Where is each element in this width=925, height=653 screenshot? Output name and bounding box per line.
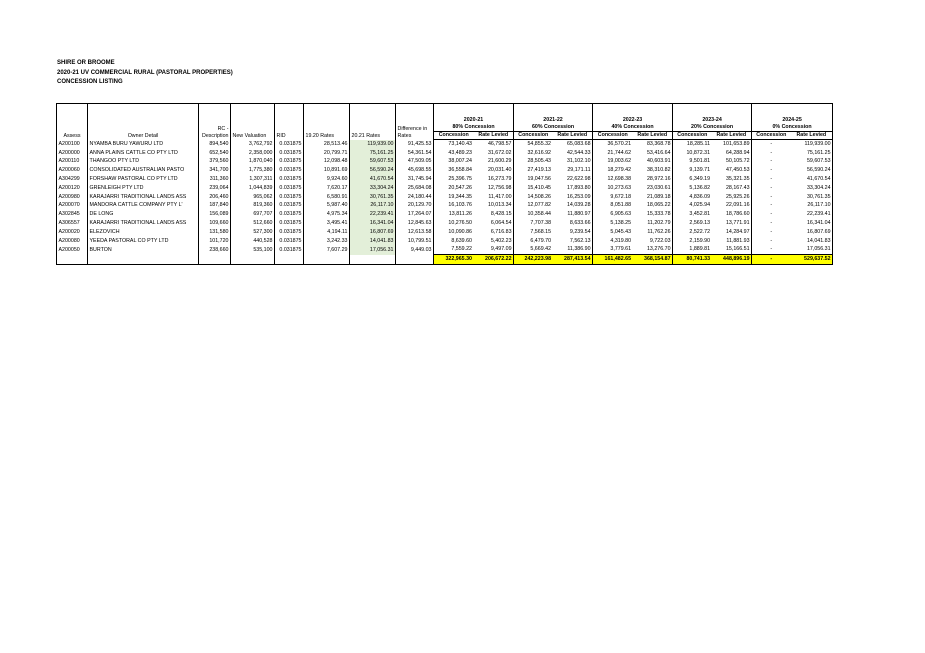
cell-difference: 31,745.94 xyxy=(396,175,434,184)
cell-rate-levied: 25,925.26 xyxy=(712,193,752,202)
cell-rate-levied: 14,039.28 xyxy=(553,202,593,211)
cell-concession: 7,568.15 xyxy=(530,228,552,235)
cell-concession: 20,547.26 xyxy=(448,184,472,191)
cell-concession: 73,140.43 xyxy=(448,140,472,147)
cell-owner: DE LONG xyxy=(88,210,199,219)
cell-rate-levied: 16,253.09 xyxy=(553,193,593,202)
cell-concession: 9,672.18 xyxy=(610,193,632,200)
cell-rate-levied: 35,321.35 xyxy=(712,175,752,184)
cell-rates-1920: 7,607.29 xyxy=(304,246,350,255)
cell-rid: 0.031875 xyxy=(275,175,304,184)
cell-owner: KARAJARRI TRADITIONAL LANDS ASS xyxy=(88,219,199,228)
cell-concession: 18,285.11 xyxy=(686,140,711,147)
cell-concession: 9,501.81 xyxy=(689,158,711,165)
col-owner: Owner Detail xyxy=(88,104,199,140)
sub-concession: Concession xyxy=(673,132,712,140)
cell-concession: 10,276.50 xyxy=(448,220,472,227)
cell-concession: - xyxy=(770,220,773,227)
cell-concession: 6,479.70 xyxy=(530,237,552,244)
cell-difference: 24,180.44 xyxy=(396,193,434,202)
cell-rate-levied: 13,771.91 xyxy=(712,219,752,228)
cell-rate-levied: 53,416.64 xyxy=(633,149,673,158)
cell-rate-levied: 17,056.31 xyxy=(791,246,833,255)
totals-spacer xyxy=(350,255,396,265)
cell-rate-levied: 56,590.24 xyxy=(791,166,833,175)
cell-concession: 2,159.90 xyxy=(689,237,711,244)
cell-concession: 36,570.21 xyxy=(607,140,632,147)
cell-concession: 7,559.22 xyxy=(451,246,472,253)
cell-rate-levied: 29,171.11 xyxy=(553,166,593,175)
sub-concession: Concession xyxy=(752,132,791,140)
total-concession: - xyxy=(752,255,791,265)
cell-valuation: 527,300 xyxy=(231,228,275,237)
cell-rate-levied: 8,428.15 xyxy=(474,210,514,219)
cell-difference: 10,799.51 xyxy=(396,237,434,246)
cell-rates-2021: 30,761.35 xyxy=(350,193,396,202)
cell-assess: A302845 xyxy=(57,210,88,219)
cell-concession: 7,707.38 xyxy=(530,220,552,227)
cell-difference: 12,845.63 xyxy=(396,219,434,228)
cell-concession: 5,138.25 xyxy=(610,220,632,227)
cell-rate-levied: 41,670.54 xyxy=(791,175,833,184)
cell-rate-levied: 22,091.16 xyxy=(712,202,752,211)
cell-rates-1920: 6,580.91 xyxy=(304,193,350,202)
cell-rate-levied: 16,273.79 xyxy=(474,175,514,184)
total-concession: 242,223.98 xyxy=(514,255,553,265)
cell-rc: 239,064 xyxy=(199,184,231,193)
cell-assess: A200020 xyxy=(57,228,88,237)
sub-rate-levied: Rate Levied xyxy=(474,132,514,140)
cell-rate-levied: 75,161.25 xyxy=(791,149,833,158)
cell-valuation: 535,100 xyxy=(231,246,275,255)
cell-difference: 45,698.55 xyxy=(396,166,434,175)
cell-rid: 0.031875 xyxy=(275,158,304,167)
cell-rid: 0.031875 xyxy=(275,228,304,237)
cell-rid: 0.031875 xyxy=(275,210,304,219)
cell-rate-levied: 21,089.18 xyxy=(633,193,673,202)
cell-concession: 3,452.81 xyxy=(689,211,711,218)
cell-rc: 206,460 xyxy=(199,193,231,202)
cell-rate-levied: 9,722.03 xyxy=(633,237,673,246)
cell-rate-levied: 31,102.10 xyxy=(553,158,593,167)
total-concession: 161,482.65 xyxy=(593,255,633,265)
cell-concession: - xyxy=(770,193,773,200)
cell-rid: 0.031875 xyxy=(275,184,304,193)
cell-rate-levied: 21,600.29 xyxy=(474,158,514,167)
cell-rate-levied: 28,167.43 xyxy=(712,184,752,193)
cell-rates-2021: 14,041.83 xyxy=(350,237,396,246)
cell-concession: 4,319.80 xyxy=(610,237,632,244)
cell-rate-levied: 6,064.54 xyxy=(474,219,514,228)
cell-valuation: 965,062 xyxy=(231,193,275,202)
cell-rate-levied: 26,117.10 xyxy=(791,202,833,211)
group-2022-23: 2022-23 40% Concession xyxy=(593,104,673,132)
cell-rate-levied: 46,798.57 xyxy=(474,140,514,149)
total-rate-levied: 529,637.52 xyxy=(791,255,833,265)
report-subtitle: CONCESSION LISTING xyxy=(57,79,123,85)
cell-rate-levied: 65,083.68 xyxy=(553,140,593,149)
cell-rate-levied: 33,304.24 xyxy=(791,184,833,193)
table-row xyxy=(57,237,833,246)
table-body xyxy=(57,140,833,265)
cell-rates-1920: 10,891.69 xyxy=(304,166,350,175)
table-row xyxy=(57,158,833,167)
cell-rc: 341,700 xyxy=(199,166,231,175)
cell-concession: 43,489.23 xyxy=(448,149,472,156)
cell-rates-2021: 16,807.69 xyxy=(350,228,396,237)
cell-rate-levied: 23,030.61 xyxy=(633,184,673,193)
cell-owner: CONSOLIDATED AUSTRALIAN PASTO xyxy=(88,166,199,175)
cell-rates-2021: 41,670.54 xyxy=(350,175,396,184)
cell-rate-levied: 18,786.60 xyxy=(712,210,752,219)
cell-concession: - xyxy=(770,158,773,165)
cell-rate-levied: 31,672.02 xyxy=(474,149,514,158)
table-row xyxy=(57,202,833,211)
totals-spacer xyxy=(88,255,199,265)
cell-assess: A200980 xyxy=(57,193,88,202)
cell-concession: 12,077.82 xyxy=(527,202,552,209)
cell-rate-levied: 9,239.54 xyxy=(553,228,593,237)
cell-concession: 28,505.43 xyxy=(527,158,552,165)
total-rate-levied: 206,672.22 xyxy=(474,255,514,265)
cell-concession: 8,639.60 xyxy=(451,237,472,244)
group-2023-24: 2023-24 20% Concession xyxy=(673,104,752,132)
table-row xyxy=(57,210,833,219)
cell-difference: 47,509.05 xyxy=(396,158,434,167)
sub-rate-levied: Rate Levied xyxy=(633,132,673,140)
cell-rate-levied: 15,333.78 xyxy=(633,210,673,219)
cell-concession: 1,889.81 xyxy=(689,246,711,253)
cell-rate-levied: 40,603.91 xyxy=(633,158,673,167)
cell-rate-levied: 14,041.83 xyxy=(791,237,833,246)
cell-valuation: 3,762,792 xyxy=(231,140,275,149)
cell-rid: 0.031875 xyxy=(275,193,304,202)
col-rc: RC - Description xyxy=(199,104,231,140)
cell-owner: NYAMBA BURU YAWURU LTD xyxy=(88,140,199,149)
cell-concession: 10,273.63 xyxy=(607,184,632,191)
sub-concession: Concession xyxy=(434,132,474,140)
cell-rate-levied: 11,202.79 xyxy=(633,219,673,228)
cell-rate-levied: 14,284.97 xyxy=(712,228,752,237)
cell-rate-levied: 5,402.23 xyxy=(474,237,514,246)
cell-difference: 20,129.70 xyxy=(396,202,434,211)
sub-concession: Concession xyxy=(593,132,633,140)
cell-valuation: 1,307,311 xyxy=(231,175,275,184)
cell-rate-levied: 16,341.04 xyxy=(791,219,833,228)
cell-concession: 9,139.71 xyxy=(689,167,711,174)
totals-spacer xyxy=(231,255,275,265)
cell-concession: 15,410.45 xyxy=(527,184,552,191)
cell-rate-levied: 47,450.53 xyxy=(712,166,752,175)
cell-concession: - xyxy=(770,228,773,235)
table-row xyxy=(57,149,833,158)
cell-difference: 54,361.54 xyxy=(396,149,434,158)
cell-rates-2021: 75,161.25 xyxy=(350,149,396,158)
cell-assess: A200050 xyxy=(57,246,88,255)
cell-rate-levied: 119,939.00 xyxy=(791,140,833,149)
cell-valuation: 1,044,839 xyxy=(231,184,275,193)
cell-assess: A200100 xyxy=(57,140,88,149)
cell-concession: - xyxy=(770,149,773,156)
group-2020-21: 2020-21 80% Concession xyxy=(434,104,514,132)
cell-rates-2021: 16,341.04 xyxy=(350,219,396,228)
cell-rc: 238,660 xyxy=(199,246,231,255)
col-assess: Assess xyxy=(57,104,88,140)
table-row xyxy=(57,140,833,149)
cell-rc: 311,360 xyxy=(199,175,231,184)
cell-rate-levied: 64,288.94 xyxy=(712,149,752,158)
cell-concession: 38,007.24 xyxy=(448,158,472,165)
cell-concession: - xyxy=(770,211,773,218)
cell-rate-levied: 101,653.89 xyxy=(712,140,752,149)
cell-concession: 8,051.88 xyxy=(610,202,632,209)
report-title: 2020-21 UV COMMERCIAL RURAL (PASTORAL PROPERTIES) xyxy=(57,69,233,76)
cell-assess: A304299 xyxy=(57,175,88,184)
cell-rate-levied: 30,761.35 xyxy=(791,193,833,202)
cell-rc: 652,540 xyxy=(199,149,231,158)
cell-rate-levied: 11,762.26 xyxy=(633,228,673,237)
cell-concession: - xyxy=(770,176,773,183)
cell-concession: - xyxy=(770,246,773,253)
cell-concession: 19,003.62 xyxy=(607,158,632,165)
totals-spacer xyxy=(199,255,231,265)
cell-concession: - xyxy=(770,167,773,174)
cell-concession: 36,558.84 xyxy=(448,167,472,174)
cell-rate-levied: 7,562.13 xyxy=(553,237,593,246)
cell-concession: 27,419.13 xyxy=(527,167,552,174)
cell-owner: GRENLEIGH PTY LTD xyxy=(88,184,199,193)
cell-rates-1920: 7,620.17 xyxy=(304,184,350,193)
sub-rate-levied: Rate Levied xyxy=(553,132,593,140)
total-concession: 322,965.30 xyxy=(434,255,474,265)
table-row xyxy=(57,228,833,237)
cell-rate-levied: 28,972.16 xyxy=(633,175,673,184)
cell-rate-levied: 16,807.69 xyxy=(791,228,833,237)
cell-rid: 0.031875 xyxy=(275,149,304,158)
cell-concession: 12,698.38 xyxy=(607,176,632,183)
cell-rate-levied: 20,031.40 xyxy=(474,166,514,175)
cell-rates-1920: 3,495.41 xyxy=(304,219,350,228)
cell-concession: - xyxy=(770,237,773,244)
concession-table xyxy=(56,103,833,265)
cell-rates-1920: 12,098.48 xyxy=(304,158,350,167)
cell-concession: 5,136.82 xyxy=(689,184,711,191)
cell-rate-levied: 10,013.34 xyxy=(474,202,514,211)
table-row xyxy=(57,175,833,184)
cell-rate-levied: 42,544.33 xyxy=(553,149,593,158)
sub-concession: Concession xyxy=(514,132,553,140)
cell-rates-1920: 20,799.71 xyxy=(304,149,350,158)
total-rate-levied: 287,413.54 xyxy=(553,255,593,265)
cell-rate-levied: 11,880.97 xyxy=(553,210,593,219)
cell-rate-levied: 12,756.98 xyxy=(474,184,514,193)
cell-assess: A200000 xyxy=(57,149,88,158)
cell-difference: 17,264.07 xyxy=(396,210,434,219)
cell-valuation: 1,870,040 xyxy=(231,158,275,167)
table-row xyxy=(57,219,833,228)
cell-concession: - xyxy=(770,202,773,209)
col-rid: RID xyxy=(275,104,304,140)
col-rates-2021: 20.21 Rates xyxy=(350,104,396,140)
sub-rate-levied: Rate Levied xyxy=(791,132,833,140)
totals-spacer xyxy=(275,255,304,265)
cell-rc: 109,660 xyxy=(199,219,231,228)
cell-rates-2021: 119,939.00 xyxy=(350,140,396,149)
cell-valuation: 512,660 xyxy=(231,219,275,228)
cell-rates-1920: 5,987.40 xyxy=(304,202,350,211)
col-difference: Difference in Rates xyxy=(396,104,434,140)
cell-assess: A200120 xyxy=(57,184,88,193)
report-header xyxy=(57,59,233,88)
cell-concession: 6,349.19 xyxy=(689,176,711,183)
cell-assess: A200080 xyxy=(57,237,88,246)
cell-rate-levied: 38,310.82 xyxy=(633,166,673,175)
cell-concession: 16,103.76 xyxy=(448,202,472,209)
cell-concession: 6,905.63 xyxy=(610,211,632,218)
cell-difference: 12,613.58 xyxy=(396,228,434,237)
cell-rates-1920: 9,924.60 xyxy=(304,175,350,184)
shire-name: SHIRE OR BROOME xyxy=(57,60,115,66)
cell-rate-levied: 11,417.00 xyxy=(474,193,514,202)
table-row xyxy=(57,246,833,255)
cell-concession: 10,090.86 xyxy=(448,228,472,235)
cell-concession: 25,396.75 xyxy=(448,176,472,183)
cell-rate-levied: 22,622.98 xyxy=(553,175,593,184)
cell-concession: 4,025.94 xyxy=(689,202,711,209)
cell-owner: MANDORA CATTLE COMPANY PTY L' xyxy=(88,202,199,211)
group-2024-25: 2024-25 0% Concession xyxy=(752,104,833,132)
total-rate-levied: 368,154.87 xyxy=(633,255,673,265)
table-row xyxy=(57,184,833,193)
totals-spacer xyxy=(304,255,350,265)
cell-owner: FORSHAW PASTORAL CO PTY LTD xyxy=(88,175,199,184)
cell-rid: 0.031875 xyxy=(275,140,304,149)
cell-concession: 2,569.13 xyxy=(689,220,711,227)
cell-rates-2021: 59,607.53 xyxy=(350,158,396,167)
cell-rates-2021: 33,304.24 xyxy=(350,184,396,193)
cell-rate-levied: 13,276.70 xyxy=(633,246,673,255)
cell-rates-2021: 17,056.31 xyxy=(350,246,396,255)
cell-assess: A200070 xyxy=(57,202,88,211)
cell-owner: BURTON xyxy=(88,246,199,255)
table-row xyxy=(57,166,833,175)
cell-concession: 18,279.42 xyxy=(607,167,632,174)
sub-rate-levied: Rate Levied xyxy=(712,132,752,140)
total-rate-levied: 448,896.19 xyxy=(712,255,752,265)
cell-assess: A306557 xyxy=(57,219,88,228)
cell-valuation: 1,775,380 xyxy=(231,166,275,175)
cell-rc: 101,720 xyxy=(199,237,231,246)
cell-concession: - xyxy=(770,184,773,191)
cell-rid: 0.031875 xyxy=(275,166,304,175)
cell-rc: 379,560 xyxy=(199,158,231,167)
col-valuation: New Valuation xyxy=(231,104,275,140)
cell-rates-1920: 4,975.34 xyxy=(304,210,350,219)
group-2021-22: 2021-22 60% Concession xyxy=(514,104,593,132)
cell-rc: 156,089 xyxy=(199,210,231,219)
cell-concession: 3,779.61 xyxy=(610,246,632,253)
cell-concession: 21,744.62 xyxy=(607,149,632,156)
cell-rate-levied: 11,881.93 xyxy=(712,237,752,246)
cell-rate-levied: 59,607.53 xyxy=(791,158,833,167)
cell-concession: 4,836.09 xyxy=(689,193,711,200)
cell-concession: - xyxy=(770,140,773,147)
cell-concession: 10,358.44 xyxy=(527,211,552,218)
cell-concession: 19,344.35 xyxy=(448,193,472,200)
cell-concession: 10,872.31 xyxy=(686,149,711,156)
totals-spacer xyxy=(57,255,88,265)
col-rates-1920: 19.20 Rates xyxy=(304,104,350,140)
cell-rid: 0.031875 xyxy=(275,219,304,228)
cell-difference: 91,425.53 xyxy=(396,140,434,149)
cell-owner: YEEDA PASTORAL CO PTY LTD xyxy=(88,237,199,246)
cell-assess: A200060 xyxy=(57,166,88,175)
cell-rates-1920: 4,194.11 xyxy=(304,228,350,237)
cell-rate-levied: 6,716.83 xyxy=(474,228,514,237)
cell-rates-2021: 56,590.24 xyxy=(350,166,396,175)
cell-concession: 54,855.32 xyxy=(527,140,552,147)
cell-rates-1920: 3,242.33 xyxy=(304,237,350,246)
cell-valuation: 819,360 xyxy=(231,202,275,211)
cell-valuation: 697,707 xyxy=(231,210,275,219)
cell-owner: ANNA PLAINS CATTLE CO PTY LTD xyxy=(88,149,199,158)
table-row xyxy=(57,193,833,202)
cell-rc: 187,840 xyxy=(199,202,231,211)
cell-concession: 32,616.92 xyxy=(527,149,552,156)
cell-rid: 0.031875 xyxy=(275,246,304,255)
cell-concession: 19,047.56 xyxy=(527,176,552,183)
cell-rate-levied: 18,065.22 xyxy=(633,202,673,211)
cell-owner: THANGOO PTY LTD xyxy=(88,158,199,167)
cell-concession: 13,811.26 xyxy=(448,211,472,218)
cell-concession: 2,522.72 xyxy=(689,228,711,235)
cell-difference: 25,684.08 xyxy=(396,184,434,193)
cell-concession: 14,508.26 xyxy=(527,193,552,200)
totals-spacer xyxy=(396,255,434,265)
cell-rc: 894,540 xyxy=(199,140,231,149)
cell-rate-levied: 11,386.90 xyxy=(553,246,593,255)
cell-rate-levied: 17,893.80 xyxy=(553,184,593,193)
cell-rate-levied: 22,239.41 xyxy=(791,210,833,219)
cell-concession: 5,045.43 xyxy=(610,228,632,235)
totals-row xyxy=(57,255,833,265)
cell-rid: 0.031875 xyxy=(275,202,304,211)
cell-valuation: 2,358,000 xyxy=(231,149,275,158)
cell-rate-levied: 83,368.78 xyxy=(633,140,673,149)
cell-valuation: 440,528 xyxy=(231,237,275,246)
cell-rates-2021: 26,117.10 xyxy=(350,202,396,211)
cell-rate-levied: 8,633.66 xyxy=(553,219,593,228)
cell-owner: KARAJARRI TRADITIONAL LANDS ASS xyxy=(88,193,199,202)
cell-rate-levied: 50,105.72 xyxy=(712,158,752,167)
cell-rates-1920: 28,513.46 xyxy=(304,140,350,149)
total-concession: 80,741.33 xyxy=(673,255,712,265)
cell-owner: ELEZOVICH xyxy=(88,228,199,237)
cell-rc: 131,580 xyxy=(199,228,231,237)
cell-assess: A200110 xyxy=(57,158,88,167)
cell-concession: 5,669.42 xyxy=(530,246,552,253)
cell-rid: 0.031875 xyxy=(275,237,304,246)
cell-rate-levied: 9,497.09 xyxy=(474,246,514,255)
cell-rate-levied: 15,166.51 xyxy=(712,246,752,255)
cell-difference: 9,449.03 xyxy=(396,246,434,255)
cell-rates-2021: 22,239.41 xyxy=(350,210,396,219)
